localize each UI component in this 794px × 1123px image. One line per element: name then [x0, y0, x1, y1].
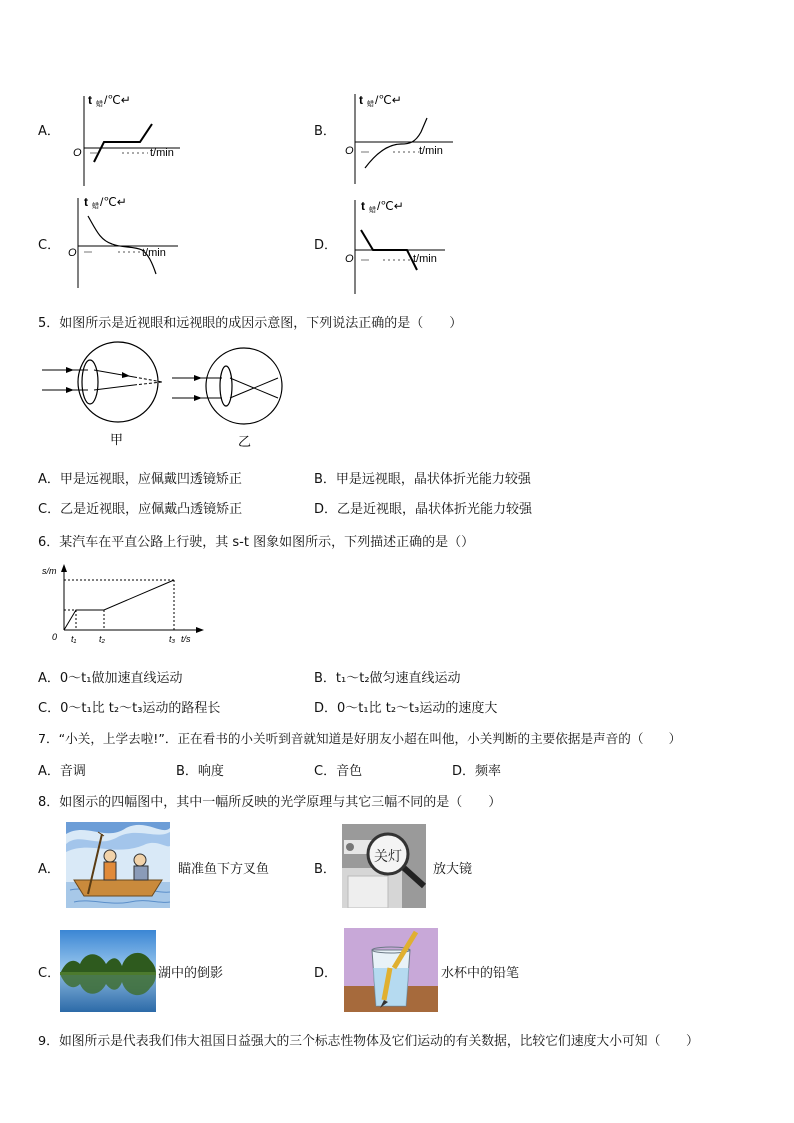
- q8-option-c-letter[interactable]: C．: [38, 966, 61, 981]
- q5-stem: 5．如图所示是近视眼和远视眼的成因示意图，下列说法正确的是（ ）: [38, 316, 463, 331]
- q5-option-d[interactable]: D．乙是近视眼，晶状体折光能力较强: [314, 502, 533, 517]
- svg-text:/℃↵: /℃↵: [375, 93, 402, 107]
- q9-stem: 9．如图所示是代表我们伟大祖国日益强大的三个标志性物体及它们运动的有关数据，比较它们速度大小可知（ ）: [38, 1034, 699, 1049]
- svg-text:蜡: 蜡: [92, 203, 99, 210]
- eye-label-yi: 乙: [238, 434, 252, 449]
- q6-st-graph: [40, 560, 210, 650]
- svg-text:/℃↵: /℃↵: [377, 199, 404, 213]
- q8-caption-a: 瞄准鱼下方叉鱼: [178, 862, 270, 877]
- q8-magnifier-image: [342, 824, 426, 908]
- q6-option-c[interactable]: C．0～t₁比 t₂～t₃运动的路程长: [38, 701, 221, 716]
- svg-text:t: t: [361, 199, 365, 213]
- q5-option-b[interactable]: B．甲是远视眼，晶状体折光能力较强: [314, 472, 531, 487]
- svg-text:蜡: 蜡: [367, 101, 374, 108]
- q5-option-a[interactable]: A．甲是远视眼，应佩戴凹透镜矫正: [38, 472, 242, 487]
- q8-option-b-letter[interactable]: B．: [314, 862, 336, 877]
- q6-stem: 6．某汽车在平直公路上行驶，其 s-t 图象如图所示，下列描述正确的是（）: [38, 535, 475, 550]
- q5-eye-diagram: [38, 340, 298, 452]
- q5-option-c[interactable]: C．乙是近视眼，应佩戴凸透镜矫正: [38, 502, 243, 517]
- q4-graph-d: [335, 192, 465, 298]
- svg-text:t/min: t/min: [142, 247, 166, 259]
- svg-text:/℃↵: /℃↵: [100, 195, 127, 209]
- svg-text:/℃↵: /℃↵: [104, 93, 131, 107]
- svg-text:蜡: 蜡: [96, 101, 103, 108]
- q4-option-b-letter: B．: [314, 124, 336, 139]
- q4-option-d-letter: D．: [314, 238, 338, 253]
- svg-text:t₃: t₃: [169, 634, 176, 644]
- q7-option-b[interactable]: B．响度: [176, 764, 224, 779]
- q7-option-a[interactable]: A．音调: [38, 764, 86, 779]
- svg-text:t: t: [359, 93, 363, 107]
- q4-graph-c: [60, 192, 190, 292]
- q8-lake-image: [60, 930, 156, 1012]
- svg-text:t/min: t/min: [413, 253, 437, 265]
- q8-option-d-letter[interactable]: D．: [314, 966, 338, 981]
- q8-fishing-image: [66, 822, 170, 908]
- q8-caption-d: 水杯中的铅笔: [441, 966, 520, 981]
- q8-caption-c: 湖中的倒影: [158, 966, 224, 981]
- q4-graph-a: [60, 88, 190, 188]
- svg-text:蜡: 蜡: [369, 207, 376, 214]
- svg-text:t/min: t/min: [419, 145, 443, 157]
- svg-text:t/min: t/min: [150, 147, 174, 159]
- svg-text:t₁: t₁: [71, 634, 77, 644]
- svg-text:O: O: [68, 247, 77, 259]
- svg-text:关灯: 关灯: [374, 848, 402, 864]
- svg-text:t: t: [84, 195, 88, 209]
- q8-caption-b: 放大镜: [433, 862, 473, 877]
- svg-text:O: O: [345, 145, 354, 157]
- q8-option-a-letter[interactable]: A．: [38, 862, 60, 877]
- q6-option-a[interactable]: A．0～t₁做加速直线运动: [38, 671, 183, 686]
- svg-text:t₂: t₂: [99, 634, 105, 644]
- eye-label-jia: 甲: [110, 432, 124, 447]
- q6-option-d[interactable]: D．0～t₁比 t₂～t₃运动的速度大: [314, 701, 498, 716]
- svg-text:O: O: [73, 147, 82, 159]
- svg-text:O: O: [345, 253, 354, 265]
- q4-a-yaxis: t: [88, 93, 92, 107]
- svg-text:0: 0: [52, 632, 58, 642]
- q8-pencil-cup-image: [344, 928, 438, 1012]
- q4-option-c-letter: C．: [38, 238, 61, 253]
- q4-option-a-letter: A．: [38, 124, 60, 139]
- q7-option-c[interactable]: C．音色: [314, 764, 363, 779]
- q7-option-d[interactable]: D．频率: [452, 764, 502, 779]
- svg-text:t/s: t/s: [181, 634, 191, 644]
- q7-stem: 7．“小关，上学去啦!”．正在看书的小关听到音就知道是好朋友小超在叫他，小关判断的主要依据是声音的（ ）: [38, 731, 682, 746]
- q4-graph-b: [335, 88, 465, 188]
- q8-stem: 8．如图示的四幅图中，其中一幅所反映的光学原理与其它三幅不同的是（ ）: [38, 795, 502, 810]
- svg-text:s/m: s/m: [42, 566, 57, 576]
- q6-option-b[interactable]: B．t₁～t₂做匀速直线运动: [314, 671, 461, 686]
